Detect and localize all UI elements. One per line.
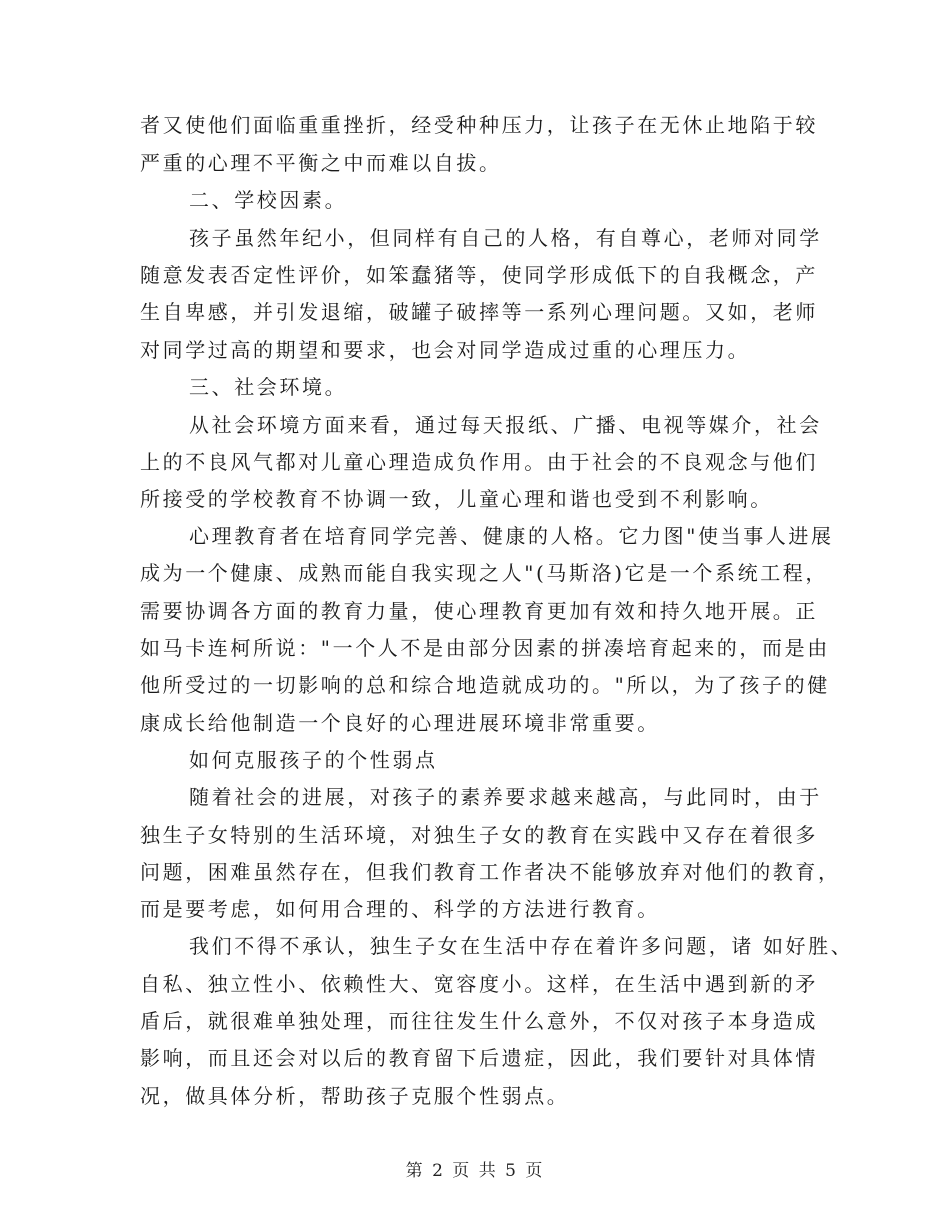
text-line: 而是要考虑，如何用合理的、科学的方法进行教育。 — [140, 897, 660, 921]
page-number-footer: 第 2 页 共 5 页 — [405, 1161, 545, 1181]
text-line: 对同学过高的期望和要求，也会对同学造成过重的心理压力。 — [140, 338, 751, 362]
text-line: 况，做具体分析，帮助孩子克服个性弱点。 — [140, 1084, 570, 1108]
section-heading: 如何克服孩子的个性弱点 — [189, 748, 438, 772]
text-line: 影响，而且还会对以后的教育留下后遗症，因此，我们要针对具体情 — [140, 1046, 818, 1070]
text-line: 孩子虽然年纪小，但同样有自己的人格，有自尊心，老师对同学 — [189, 226, 822, 250]
text-line: 我们不得不承认，独生子女在生活中存在着许多问题，诸 如好胜、 — [189, 934, 854, 958]
text-line: 他所受过的一切影响的总和综合地造就成功的。"所以，为了孩子的健 — [140, 673, 830, 697]
text-line: 盾后，就很难单独处理，而往往发生什么意外，不仅对孩子本身造成 — [140, 1009, 818, 1033]
text-line: 者又使他们面临重重挫折，经受种种压力，让孩子在无休止地陷于较 — [140, 113, 818, 137]
text-line: 如马卡连柯所说："一个人不是由部分因素的拼凑培育起来的，而是由 — [140, 636, 830, 660]
text-line: 生自卑感，并引发退缩，破罐子破摔等一系列心理问题。又如，老师 — [140, 300, 818, 324]
section-heading: 三、社会环境。 — [189, 375, 348, 399]
text-line: 康成长给他制造一个良好的心理进展环境非常重要。 — [140, 711, 660, 735]
text-line: 所接受的学校教育不协调一致，儿童心理和谐也受到不利影响。 — [140, 487, 773, 511]
text-line: 独生子女特别的生活环境，对独生子女的教育在实践中又存在着很多 — [140, 823, 818, 847]
text-line: 严重的心理不平衡之中而难以自拔。 — [140, 151, 502, 175]
text-line: 随意发表否定性评价，如笨蠢猪等，使同学形成低下的自我概念，产 — [140, 263, 818, 287]
text-line: 成为一个健康、成熟而能自我实现之人"(马斯洛)它是一个系统工程， — [140, 561, 829, 585]
text-line: 问题，困难虽然存在，但我们教育工作者决不能够放弃对他们的教育， — [140, 860, 841, 884]
section-heading: 二、学校因素。 — [189, 188, 348, 212]
text-line: 从社会环境方面来看，通过每天报纸、广播、电视等媒介，社会 — [189, 413, 822, 437]
text-line: 心理教育者在培育同学完善、健康的人格。它力图"使当事人进展 — [189, 524, 834, 548]
text-line: 自私、独立性小、依赖性大、宽容度小。这样，在生活中遇到新的矛 — [140, 972, 818, 996]
text-line: 随着社会的进展，对孩子的素养要求越来越高，与此同时，由于 — [189, 785, 822, 809]
text-line: 上的不良风气都对儿童心理造成负作用。由于社会的不良观念与他们 — [140, 450, 818, 474]
text-line: 需要协调各方面的教育力量，使心理教育更加有效和持久地开展。正 — [140, 599, 818, 623]
